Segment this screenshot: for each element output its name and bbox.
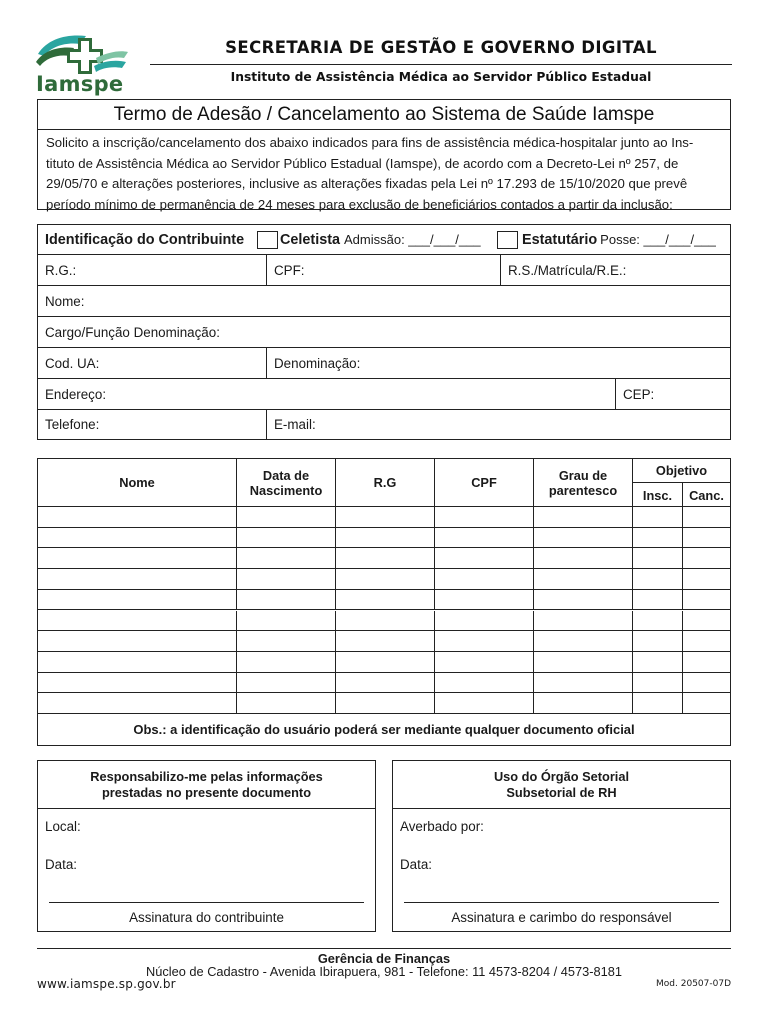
col-grau: Grau de parentesco	[533, 459, 632, 506]
table-cell-divider	[533, 548, 534, 568]
table-cell-divider	[533, 611, 534, 631]
table-cell-divider	[236, 673, 237, 693]
header-divider	[150, 64, 732, 65]
table-cell-divider	[434, 652, 435, 672]
table-cell-divider	[236, 548, 237, 568]
unit-row	[38, 348, 730, 379]
table-row[interactable]	[38, 652, 730, 673]
cargo-field[interactable]: Cargo/Função Denominação:	[45, 324, 220, 340]
table-row[interactable]	[38, 611, 730, 632]
form-title: Termo de Adesão / Cancelamento ao Sistema de Saúde Iamspe	[38, 100, 730, 130]
contributor-section	[37, 224, 731, 440]
table-cell-divider	[682, 528, 683, 548]
rs-matricula-field[interactable]: R.S./Matrícula/R.E.:	[508, 262, 627, 278]
obs-note: Obs.: a identificação do usuário poderá ser mediante qualquer documento oficial	[133, 721, 635, 737]
intro-line: tituto de Assistência Médica ao Servidor Público Estadual (Iamspe), de acordo com a Decreto-Lei nº 257, de	[46, 155, 679, 171]
contributor-heading: Identificação do Contribuinte	[45, 231, 245, 248]
col-objetivo: Objetivo	[632, 459, 730, 483]
date-field[interactable]: Data:	[400, 857, 433, 872]
local-field[interactable]: Local:	[45, 819, 81, 834]
table-cell-divider	[632, 611, 633, 631]
table-cell-divider	[236, 631, 237, 651]
denominacao-field[interactable]: Denominação:	[274, 355, 361, 371]
footer-website-link[interactable]: www.iamspe.sp.gov.br	[37, 977, 176, 991]
posse-date-field[interactable]: Posse: ___/___/___	[600, 232, 716, 247]
table-cell-divider	[434, 631, 435, 651]
table-cell-divider	[682, 673, 683, 693]
documents-row	[38, 255, 730, 286]
signature-caption: Assinatura do contribuinte	[129, 910, 284, 925]
intro-line: período mínimo de permanência de 24 meses para exclusão de beneficiários contados a partir da inclusão:	[46, 196, 673, 212]
table-cell-divider	[434, 611, 435, 631]
table-cell-divider	[632, 569, 633, 589]
table-row[interactable]	[38, 693, 730, 714]
logo-wordmark: Iamspe	[36, 72, 124, 96]
col-rg: R.G	[335, 459, 434, 506]
table-cell-divider	[682, 569, 683, 589]
table-cell-divider	[335, 528, 336, 548]
table-cell-divider	[335, 590, 336, 610]
contributor-type-row	[38, 225, 730, 255]
admissao-date-field[interactable]: Admissão: ___/___/___	[344, 232, 481, 247]
table-row[interactable]	[38, 507, 730, 528]
cod-ua-field[interactable]: Cod. UA:	[45, 355, 100, 371]
responsibility-heading: Responsabilizo-me pelas informações prestadas no presente documento	[38, 761, 375, 809]
table-cell-divider	[335, 652, 336, 672]
table-row[interactable]	[38, 631, 730, 652]
table-row[interactable]	[38, 590, 730, 611]
footer-divider	[37, 948, 731, 949]
celetista-option[interactable]: Celetista Admissão: ___/___/___	[251, 225, 481, 254]
footer-department: Gerência de Finanças	[317, 951, 451, 966]
secretariat-title: SECRETARIA DE GESTÃO E GOVERNO DIGITAL	[225, 38, 657, 57]
table-row[interactable]	[38, 569, 730, 590]
table-cell-divider	[632, 590, 633, 610]
estatutario-checkbox[interactable]	[497, 231, 518, 249]
intro-line: 29/05/70 e alterações posteriores, inclusive as alterações fixadas pela Lei nº 17.293 de 15/10/2020 que prevê	[46, 176, 688, 192]
table-row[interactable]	[38, 548, 730, 569]
table-cell-divider	[236, 693, 237, 713]
name-row	[38, 286, 730, 317]
institute-subtitle: Instituto de Assistência Médica ao Servidor Público Estadual	[230, 70, 652, 84]
contact-row	[38, 410, 730, 439]
date-field[interactable]: Data:	[45, 857, 78, 872]
table-cell-divider	[533, 507, 534, 527]
table-cell-divider	[533, 673, 534, 693]
table-cell-divider	[533, 590, 534, 610]
intro-paragraph	[38, 130, 730, 215]
table-cell-divider	[632, 693, 633, 713]
table-cell-divider	[434, 673, 435, 693]
table-cell-divider	[236, 569, 237, 589]
table-cell-divider	[335, 507, 336, 527]
dependents-table	[37, 458, 731, 746]
email-field[interactable]: E-mail:	[274, 417, 316, 432]
table-cell-divider	[335, 548, 336, 568]
table-cell-divider	[632, 528, 633, 548]
table-cell-divider	[682, 652, 683, 672]
table-cell-divider	[434, 569, 435, 589]
table-cell-divider	[434, 590, 435, 610]
table-cell-divider	[236, 590, 237, 610]
estatutario-option[interactable]: Estatutário Posse: ___/___/___	[490, 225, 716, 254]
col-insc: Insc.	[632, 483, 682, 507]
col-cpf: CPF	[434, 459, 533, 506]
table-cell-divider	[335, 673, 336, 693]
col-nascimento: Data de Nascimento	[236, 459, 335, 506]
table-cell-divider	[632, 507, 633, 527]
table-cell-divider	[632, 548, 633, 568]
table-cell-divider	[434, 528, 435, 548]
address-row	[38, 379, 730, 410]
averbado-field[interactable]: Averbado por:	[400, 819, 484, 834]
signature-line[interactable]	[49, 902, 364, 903]
form-model-code: Mod. 20507-07D	[656, 979, 731, 989]
table-cell-divider	[335, 693, 336, 713]
rh-heading: Uso do Órgão Setorial Subsetorial de RH	[393, 761, 730, 809]
table-cell-divider	[236, 611, 237, 631]
rh-signature-box	[392, 760, 731, 932]
table-cell-divider	[533, 693, 534, 713]
table-cell-divider	[335, 611, 336, 631]
celetista-checkbox[interactable]	[257, 231, 278, 249]
table-cell-divider	[682, 693, 683, 713]
nome-field[interactable]: Nome:	[45, 293, 85, 309]
cpf-field[interactable]: CPF:	[274, 262, 305, 278]
contributor-signature-box	[37, 760, 376, 932]
table-cell-divider	[434, 548, 435, 568]
table-cell-divider	[335, 631, 336, 651]
col-canc: Canc.	[682, 483, 730, 507]
table-row[interactable]	[38, 673, 730, 694]
table-cell-divider	[533, 569, 534, 589]
table-cell-divider	[236, 507, 237, 527]
table-cell-divider	[632, 652, 633, 672]
table-cell-divider	[632, 631, 633, 651]
table-cell-divider	[533, 652, 534, 672]
cargo-row	[38, 317, 730, 348]
table-cell-divider	[632, 673, 633, 693]
table-cell-divider	[533, 528, 534, 548]
signature-line[interactable]	[404, 902, 719, 903]
endereco-field[interactable]: Endereço:	[45, 386, 107, 402]
table-cell-divider	[533, 631, 534, 651]
signature-caption: Assinatura e carimbo do responsável	[451, 910, 672, 925]
table-cell-divider	[434, 507, 435, 527]
table-cell-divider	[335, 569, 336, 589]
table-cell-divider	[434, 693, 435, 713]
table-header	[38, 459, 730, 507]
table-cell-divider	[682, 611, 683, 631]
col-nome: Nome	[119, 475, 155, 490]
table-cell-divider	[682, 631, 683, 651]
table-cell-divider	[682, 507, 683, 527]
table-cell-divider	[682, 590, 683, 610]
form-title-box	[37, 99, 731, 210]
cep-field[interactable]: CEP:	[623, 386, 655, 402]
rg-field[interactable]: R.G.:	[45, 262, 77, 278]
table-cell-divider	[682, 548, 683, 568]
table-cell-divider	[236, 652, 237, 672]
table-row[interactable]	[38, 528, 730, 549]
footer-address: Núcleo de Cadastro - Avenida Ibirapuera, 981 - Telefone: 11 4573-8204 / 4573-8181	[146, 964, 622, 979]
telefone-field[interactable]: Telefone:	[45, 417, 100, 432]
intro-line: Solicito a inscrição/cancelamento dos abaixo indicados para fins de assistência médica-hospitalar junto ao Ins-	[46, 135, 694, 150]
table-cell-divider	[236, 528, 237, 548]
